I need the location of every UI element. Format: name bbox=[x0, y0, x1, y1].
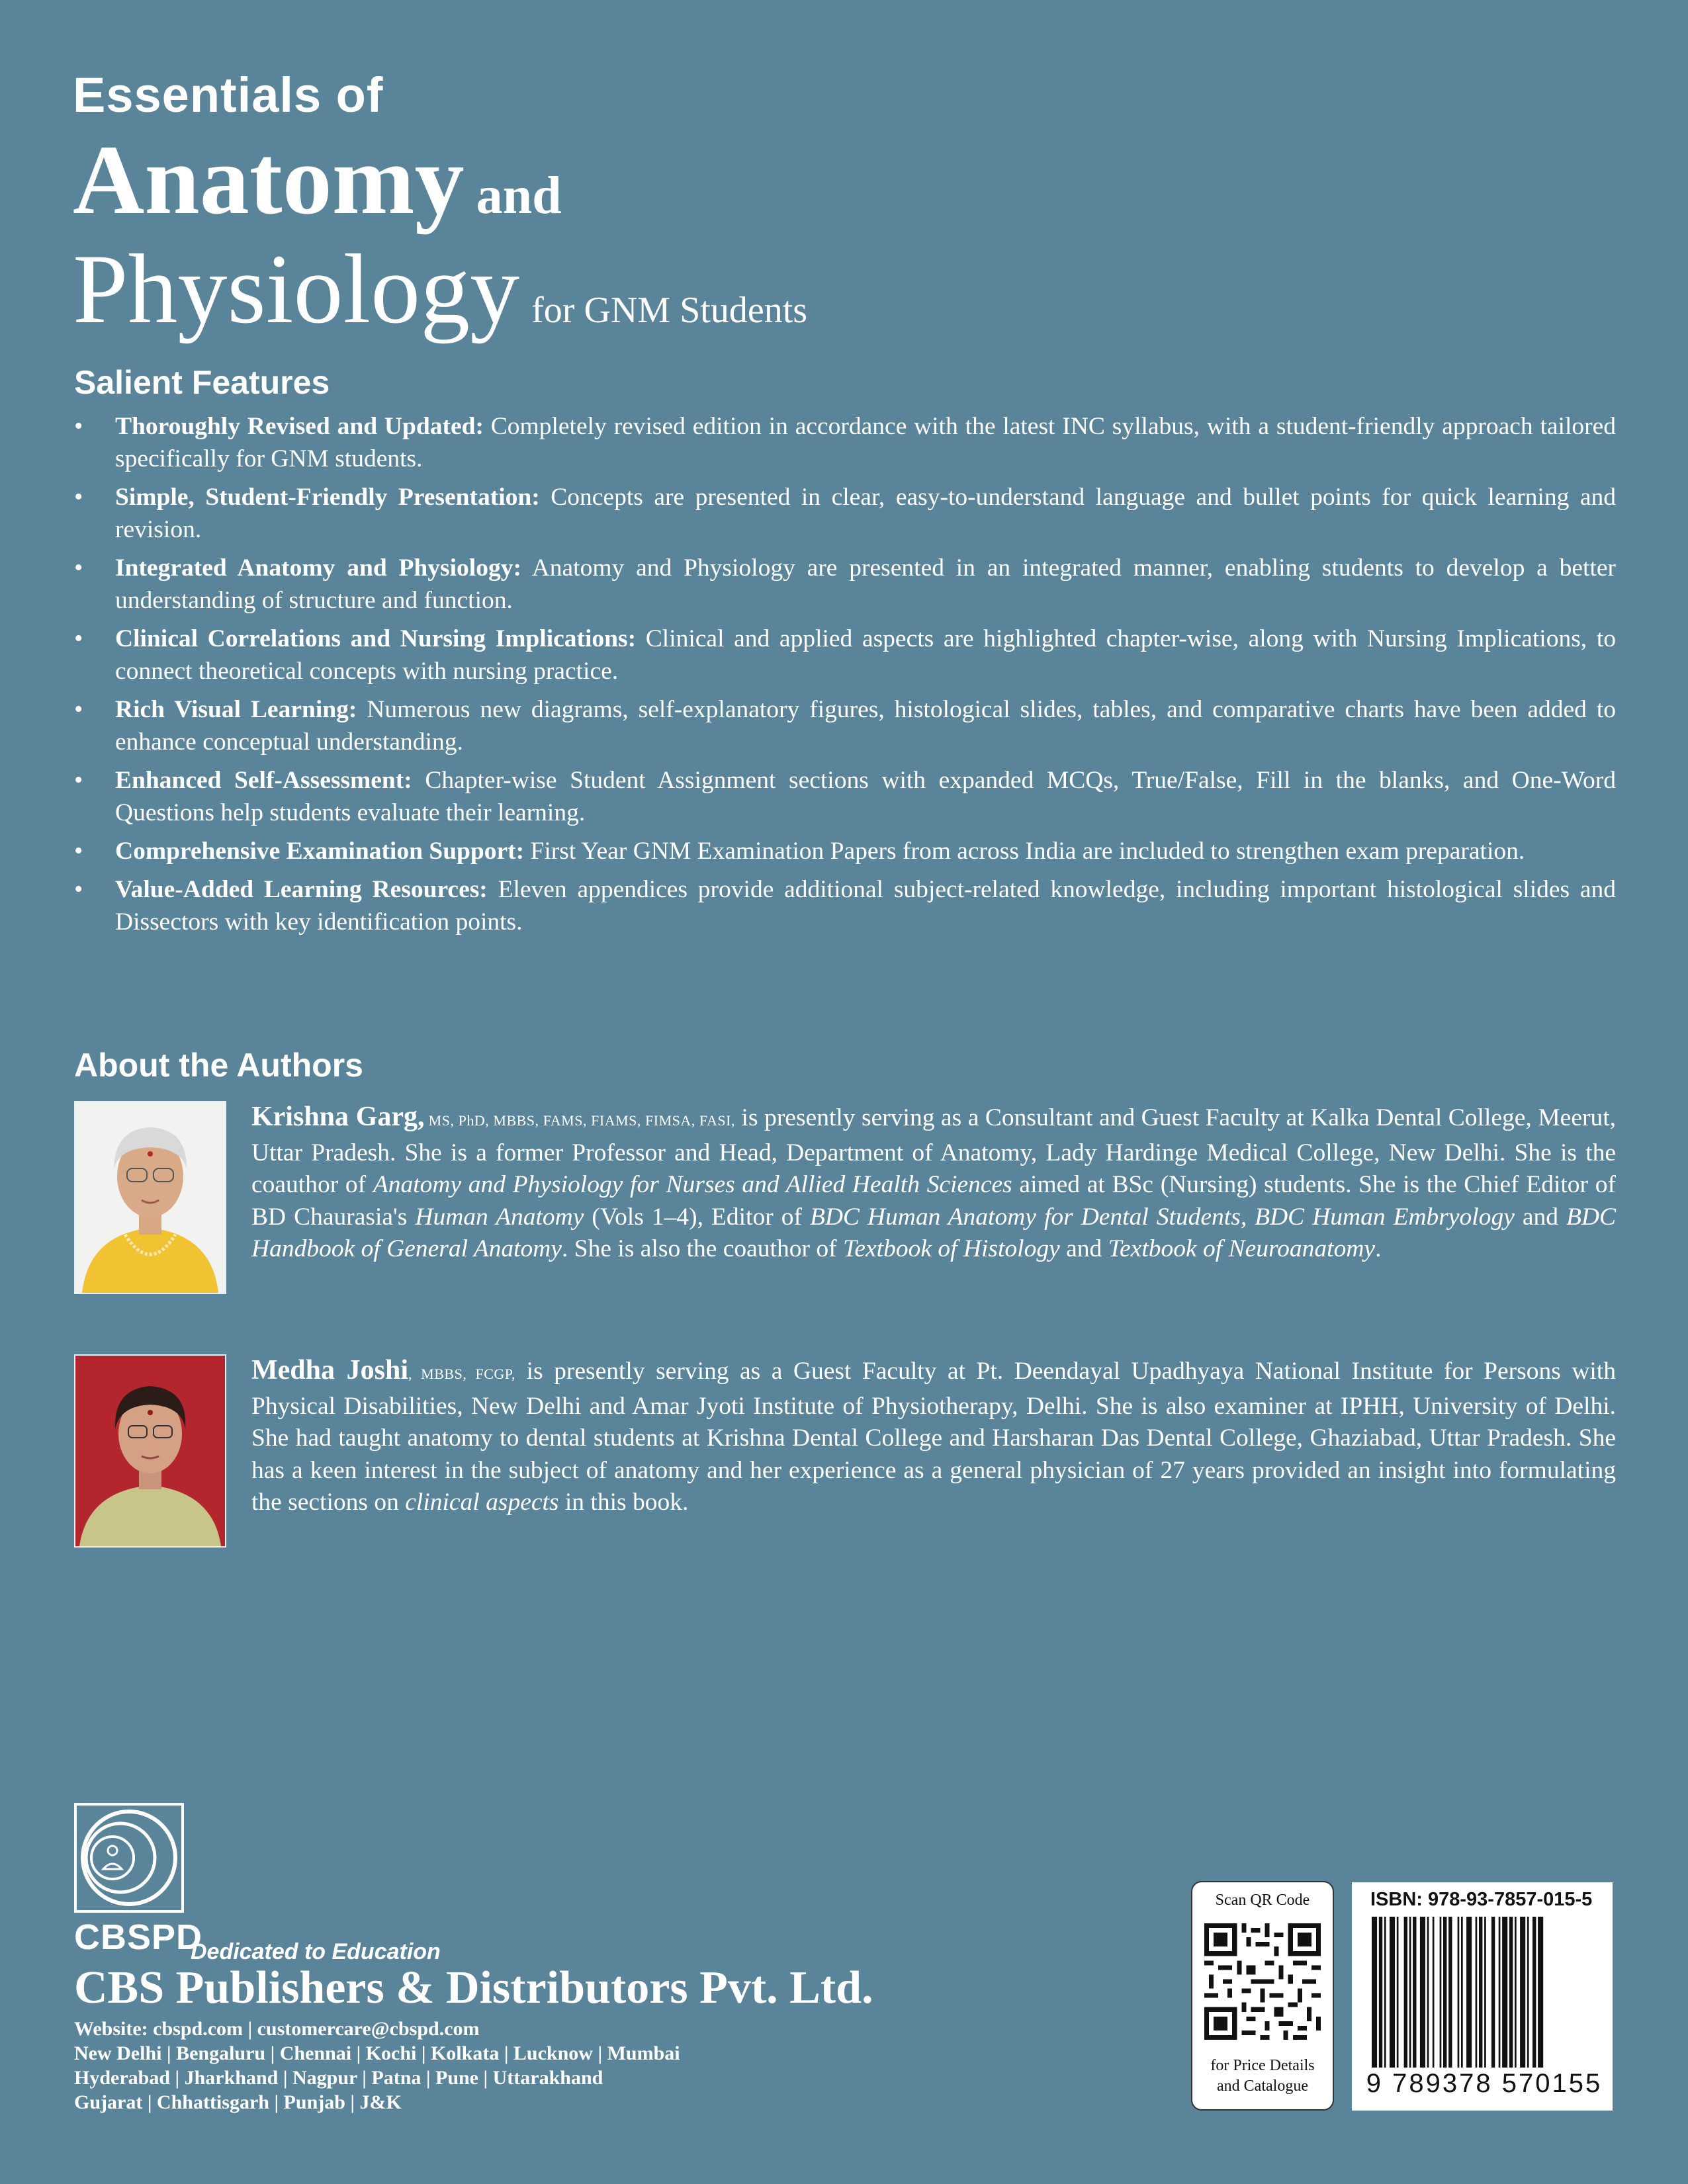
bullet-icon: • bbox=[74, 625, 83, 652]
qr-code-panel bbox=[1191, 1881, 1334, 2111]
feature-heading: Enhanced Self-Assessment: bbox=[115, 767, 412, 794]
qr-caption-line: and Catalogue bbox=[1217, 2077, 1308, 2095]
book-title bbox=[73, 64, 999, 376]
author-name: Krishna Garg, bbox=[251, 1102, 425, 1132]
feature-text: Chapter-wise Student Assignment sections with expanded MCQs, True/False, Fill in the blanks, and One-Word Questions help students evaluate their learning. bbox=[115, 767, 1616, 826]
feature-item bbox=[74, 552, 1616, 617]
salient-features-heading: Salient Features bbox=[74, 364, 330, 401]
book-title-italic: Anatomy and Physiology for Nurses and Allied Health Sciences bbox=[373, 1171, 1012, 1198]
bullet-icon: • bbox=[74, 554, 83, 582]
logo-wordmark: CBSPD bbox=[74, 1917, 203, 1957]
feature-heading: Simple, Student-Friendly Presentation: bbox=[115, 484, 540, 511]
italic-text: clinical aspects bbox=[405, 1489, 559, 1516]
feature-heading: Clinical Correlations and Nursing Implications: bbox=[115, 625, 637, 652]
bio-text: aimed at BSc (Nursing) students. She is the Chief Editor of BD Chaurasia's bbox=[251, 1171, 1616, 1231]
bullet-icon: • bbox=[74, 695, 83, 723]
publisher-cities: Hyderabad | Jharkhand | Nagpur | Patna | Pune | Uttarakhand bbox=[74, 2067, 603, 2089]
cbspd-logo-icon bbox=[74, 1803, 184, 1913]
author-name: Medha Joshi bbox=[251, 1355, 409, 1385]
qr-code-icon[interactable] bbox=[1204, 1923, 1321, 2040]
author-photo-krishna-garg bbox=[74, 1101, 226, 1294]
publisher-cities: Gujarat | Chhattisgarh | Punjab | J&K bbox=[74, 2091, 402, 2113]
publisher-tagline: Dedicated to Education bbox=[191, 1939, 441, 1964]
title-physiology: Physiology bbox=[73, 234, 520, 344]
feature-text: Eleven appendices provide additional subject-related knowledge, including important histological slides and Dissectors with key identification points. bbox=[115, 876, 1617, 936]
feature-item bbox=[74, 693, 1616, 758]
author-1-bio bbox=[251, 1101, 1616, 1266]
feature-text: Concepts are presented in clear, easy-to-understand language and bullet points for quick learning and revision. bbox=[115, 484, 1617, 543]
barcode-icon bbox=[1370, 1917, 1602, 2068]
feature-item bbox=[74, 481, 1616, 546]
isbn-label: ISBN: 978-93-7857-015-5 bbox=[1370, 1889, 1593, 1910]
book-title-italic: BDC Human Anatomy for Dental Students, BDC Human Embryology bbox=[809, 1203, 1515, 1231]
bullet-icon: • bbox=[74, 412, 83, 440]
book-title-italic: BDC Handbook of General Anatomy bbox=[251, 1203, 1616, 1262]
bio-text: and bbox=[1059, 1235, 1108, 1262]
title-essentials: Essentials of bbox=[73, 67, 384, 122]
isbn-digits: 9 789378 570155 bbox=[1366, 2069, 1603, 2098]
bio-text: in this book. bbox=[558, 1489, 689, 1516]
isbn-barcode-panel bbox=[1352, 1882, 1613, 2111]
bullet-icon: • bbox=[74, 766, 83, 794]
qr-caption-bottom bbox=[1192, 2056, 1333, 2097]
feature-item bbox=[74, 764, 1616, 829]
feature-heading: Comprehensive Examination Support: bbox=[115, 838, 525, 865]
title-subtitle: for GNM Students bbox=[531, 290, 808, 331]
feature-heading: Rich Visual Learning: bbox=[115, 696, 357, 723]
author-2-bio bbox=[251, 1354, 1616, 1519]
qr-caption-top: Scan QR Code bbox=[1215, 1892, 1310, 1909]
feature-item bbox=[74, 873, 1616, 938]
feature-text: Numerous new diagrams, self-explanatory figures, histological slides, tables, and comparative charts have been added to enhance conceptual understanding. bbox=[115, 696, 1616, 756]
bullet-icon: • bbox=[74, 483, 83, 511]
feature-text: First Year GNM Examination Papers from across India are included to strengthen exam preparation. bbox=[524, 838, 1525, 865]
publisher-contact: Website: cbspd.com | customercare@cbspd.com bbox=[74, 2018, 480, 2040]
feature-text: Anatomy and Physiology are presented in an integrated manner, enabling students to develop a better understanding of structure and function. bbox=[115, 554, 1616, 614]
book-title-italic: Human Anatomy bbox=[415, 1203, 584, 1231]
bio-text: (Vols 1–4), Editor of bbox=[584, 1203, 810, 1231]
publisher-name: CBS Publishers & Distributors Pvt. Ltd. bbox=[74, 1962, 873, 2013]
feature-text: Clinical and applied aspects are highlighted chapter-wise, along with Nursing Implications, to connect theoretical concepts with nursing practice. bbox=[115, 625, 1616, 685]
title-anatomy: Anatomy bbox=[73, 125, 465, 235]
book-title-italic: Textbook of Histology bbox=[842, 1235, 1060, 1262]
bio-text: and bbox=[1514, 1203, 1566, 1231]
bullet-icon: • bbox=[74, 875, 83, 903]
author-photo-medha-joshi bbox=[74, 1354, 226, 1548]
bio-text: is presently serving as a Consultant and Guest Faculty at Kalka Dental College, Meerut, Uttar Pradesh. She is a former Professor and Head, Department of Anatomy, Lady Hardinge Medical College, New Delhi. She is the coauthor of bbox=[251, 1104, 1616, 1198]
feature-item bbox=[74, 835, 1616, 867]
author-credentials: , MBBS, FCGP, bbox=[408, 1366, 516, 1382]
bio-text: . bbox=[1375, 1235, 1382, 1262]
qr-caption-line: for Price Details bbox=[1210, 2057, 1315, 2074]
feature-heading: Thoroughly Revised and Updated: bbox=[115, 413, 484, 440]
publisher-cities: New Delhi | Bengaluru | Chennai | Kochi | Kolkata | Lucknow | Mumbai bbox=[74, 2042, 680, 2064]
bio-text: . She is also the coauthor of bbox=[562, 1235, 843, 1262]
features-list bbox=[74, 410, 1616, 944]
feature-text: Completely revised edition in accordance with the latest INC syllabus, with a student-friendly approach tailored specifically for GNM students. bbox=[115, 413, 1616, 472]
feature-item bbox=[74, 410, 1616, 475]
about-authors-heading: About the Authors bbox=[74, 1047, 363, 1084]
title-and: and bbox=[476, 167, 562, 225]
bullet-icon: • bbox=[74, 837, 83, 865]
author-credentials: MS, PhD, MBBS, FAMS, FIAMS, FIMSA, FASI, bbox=[424, 1112, 735, 1129]
bio-text: is presently serving as a Guest Faculty at Pt. Deendayal Upadhyaya National Institute for Persons with Physical Disabilities, New Delhi and Amar Jyoti Institute of Physiotherapy, Delhi. She is also examiner at IPHH, University of Delhi. She had taught anatomy to dental students at Krishna Dental College and Harsharan Das Dental College, Ghaziabad, Uttar Pradesh. She has a keen interest in the subject of anatomy and her experience as a general physician of 27 years provided an insight into formulating the sections on bbox=[251, 1358, 1616, 1516]
book-title-italic: Textbook of Neuroanatomy bbox=[1108, 1235, 1376, 1262]
feature-heading: Value-Added Learning Resources: bbox=[115, 876, 488, 903]
feature-heading: Integrated Anatomy and Physiology: bbox=[115, 554, 521, 582]
feature-item bbox=[74, 623, 1616, 687]
